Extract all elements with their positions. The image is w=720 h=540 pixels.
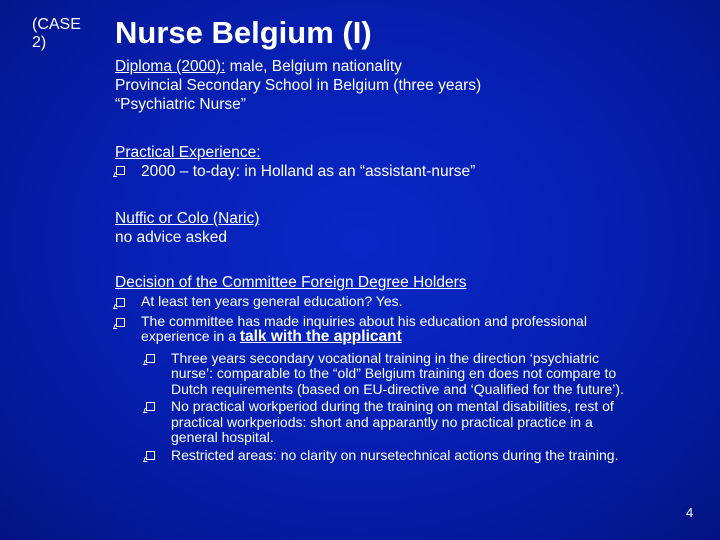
sub-bullet-1 bbox=[145, 351, 715, 398]
checkbox-bullet-icon bbox=[116, 298, 125, 307]
decision-bullet-2-line-2 bbox=[141, 329, 715, 345]
sub-bullet-3-line-1: Restricted areas: no clarity on nursetechnical actions during the training. bbox=[171, 446, 619, 463]
sub-bullet-1-line-3: Dutch requirements (based on EU-directive and ‘Qualified for the future’). bbox=[171, 380, 624, 397]
checkbox-bullet-icon bbox=[146, 402, 155, 411]
experience-section bbox=[115, 143, 475, 181]
sub-bullet-2-line-2: practical workperiods: short and apparantly no practical practice in a bbox=[171, 413, 593, 430]
sub-bullet-3 bbox=[145, 448, 715, 464]
diploma-line-title: “Psychiatric Nurse” bbox=[115, 96, 246, 113]
checkbox-bullet-icon bbox=[116, 166, 125, 175]
sub-bullet-1-line-1: Three years secondary vocational training in the direction ‘psychiatric bbox=[171, 349, 599, 366]
diploma-heading-rest: male, Belgium nationality bbox=[225, 58, 402, 75]
page-number: 4 bbox=[686, 505, 694, 520]
experience-bullet bbox=[115, 162, 475, 181]
checkbox-bullet-icon bbox=[146, 451, 155, 460]
diploma-section bbox=[115, 57, 481, 114]
decision-bullet-1 bbox=[115, 294, 715, 310]
experience-heading: Practical Experience: bbox=[115, 144, 261, 161]
nuffic-text: no advice asked bbox=[115, 229, 228, 246]
decision-bullets bbox=[115, 294, 715, 463]
decision-bullet-2-line-1: The committee has made inquiries about his education and professional bbox=[141, 312, 587, 329]
sub-bullets bbox=[145, 351, 715, 464]
checkbox-bullet-icon bbox=[116, 318, 125, 327]
case-tag bbox=[32, 16, 81, 52]
sub-bullet-1-line-2: nurse’: comparable to the “old” Belgium training en does not compare to bbox=[171, 365, 617, 381]
diploma-line-school: Provincial Secondary School in Belgium (three years) bbox=[115, 77, 482, 94]
nuffic-section bbox=[115, 209, 259, 247]
nuffic-heading: Nuffic or Colo (Naric) bbox=[115, 210, 260, 227]
talk-with-applicant: talk with the applicant bbox=[239, 328, 402, 345]
decision-bullet-2-prefix: experience in a bbox=[141, 328, 240, 344]
decision-bullet-2 bbox=[115, 314, 715, 345]
case-tag-line-1: (CASE bbox=[32, 16, 81, 33]
decision-heading-wrap bbox=[115, 273, 467, 292]
sub-bullet-2-line-3: general hospital. bbox=[171, 429, 274, 445]
case-tag-line-2: 2) bbox=[32, 34, 47, 51]
slide-title: Nurse Belgium (I) bbox=[115, 15, 372, 50]
experience-bullet-text: 2000 – to-day: in Holland as an “assistant-nurse” bbox=[141, 163, 476, 180]
diploma-heading: Diploma (2000): bbox=[115, 58, 226, 75]
sub-bullet-2-line-1: No practical workperiod during the training on mental disabilities, rest of bbox=[171, 398, 614, 414]
diploma-heading-line bbox=[115, 57, 481, 76]
decision-bullet-1-text: At least ten years general education? Yes. bbox=[141, 293, 403, 309]
sub-bullet-2 bbox=[145, 399, 715, 446]
decision-heading: Decision of the Committee Foreign Degree Holders bbox=[115, 274, 467, 291]
checkbox-bullet-icon bbox=[146, 354, 155, 363]
